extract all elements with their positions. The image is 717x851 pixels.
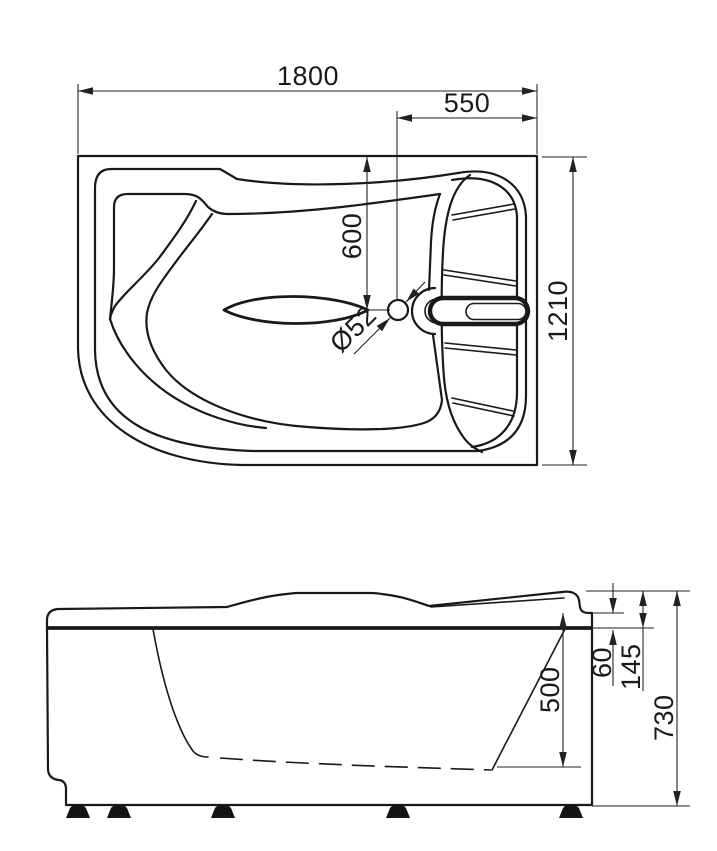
dim-drain-distance-label: 600 bbox=[337, 212, 367, 260]
dim-overall-length-label: 1800 bbox=[276, 61, 340, 91]
faucet bbox=[412, 288, 528, 334]
top-view bbox=[78, 61, 587, 465]
drain-circle bbox=[388, 300, 408, 320]
left-shelf-sweep bbox=[110, 319, 266, 428]
dim-total-height-label: 730 bbox=[649, 694, 679, 741]
well-top-edge bbox=[228, 194, 440, 214]
left-shelf-edge bbox=[110, 194, 228, 319]
left-shelf-scurve bbox=[110, 201, 196, 319]
dim-deck-height-label: 145 bbox=[616, 643, 646, 690]
dim-overall-width-label: 1210 bbox=[543, 279, 573, 343]
well-contour bbox=[146, 214, 442, 429]
dim-inner-depth-label: 500 bbox=[535, 666, 565, 713]
foot bbox=[386, 805, 410, 818]
side-view bbox=[46, 583, 690, 818]
well-right-edge bbox=[429, 194, 440, 290]
dim-drain-diameter-label: Ø52 bbox=[324, 299, 383, 359]
inner-left-wall bbox=[153, 629, 208, 757]
foot bbox=[211, 805, 235, 818]
foot bbox=[107, 805, 131, 818]
dim-overall-width bbox=[542, 157, 587, 465]
dim-faucet-offset-label: 550 bbox=[443, 88, 491, 118]
tub-feet bbox=[66, 805, 583, 818]
dim-total-height bbox=[649, 591, 679, 806]
tub-profile-outline bbox=[47, 592, 592, 805]
dim-drain-distance bbox=[337, 157, 390, 310]
foot bbox=[66, 805, 90, 818]
inner-bottom-dashed bbox=[220, 758, 491, 770]
foot bbox=[559, 805, 583, 818]
dim-rim-step-label: 60 bbox=[587, 646, 617, 678]
dim-deck-height bbox=[616, 591, 646, 691]
